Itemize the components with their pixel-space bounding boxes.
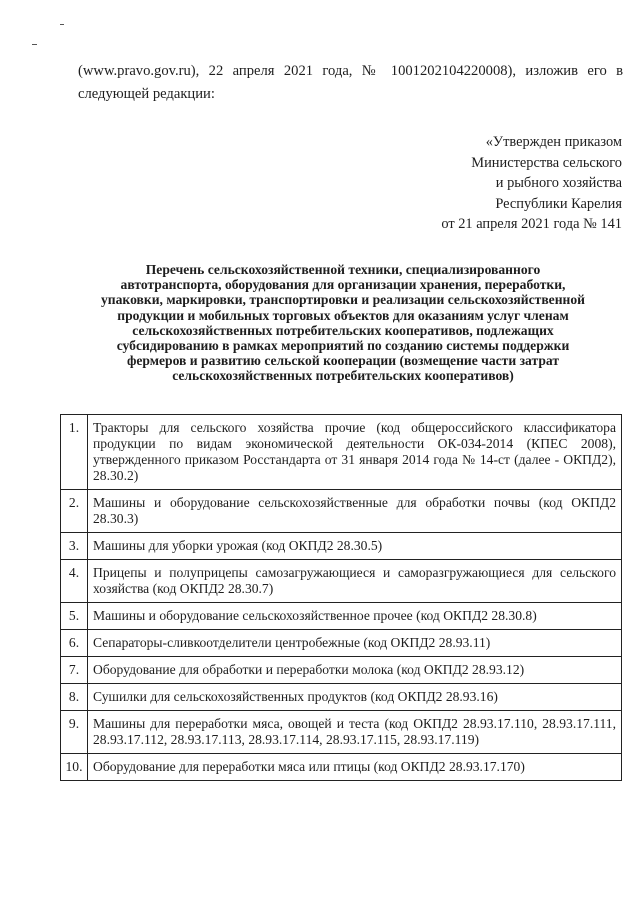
item-description: Сушилки для сельскохозяйственных продуктов (код ОКПД2 28.93.16) [88, 684, 622, 711]
title-line: сельскохозяйственных потребительских кооперативов) [172, 368, 514, 384]
item-number: 10. [61, 754, 88, 781]
document-title [56, 262, 630, 384]
item-description: Машины и оборудование сельскохозяйственные для обработки почвы (код ОКПД2 28.30.3) [88, 490, 622, 533]
title-line: продукции и мобильных торговых объектов для оказаниям услуг членам [117, 307, 569, 323]
scan-artifact-mark [60, 24, 64, 25]
title-line: автотранспорта, оборудования для организации хранения, переработки, [120, 277, 566, 293]
item-number: 5. [61, 603, 88, 630]
title-line: субсидированию в рамках мероприятий по созданию системы поддержки [116, 338, 570, 354]
item-number: 6. [61, 630, 88, 657]
item-description: Прицепы и полуприцепы самозагружающиеся и саморазгружающиеся для сельского хозяйства (код ОКПД2 28.30.7) [88, 560, 622, 603]
approval-block [441, 132, 622, 235]
item-description: Машины для переработки мяса, овощей и теста (код ОКПД2 28.93.17.110, 28.93.17.111, 28.93.17.112, 28.93.17.113, 28.93.17.114, 28.93.17.115, 28.93.17.119) [88, 711, 622, 754]
item-number: 4. [61, 560, 88, 603]
item-number: 1. [61, 415, 88, 490]
table-row [61, 490, 622, 533]
item-number: 7. [61, 657, 88, 684]
title-line: фермеров и развитию сельской кооперации (возмещение части затрат [126, 353, 560, 369]
table-row [61, 754, 622, 781]
item-number: 9. [61, 711, 88, 754]
item-description: Сепараторы-сливкоотделители центробежные (код ОКПД2 28.93.11) [88, 630, 622, 657]
item-description: Машины и оборудование сельскохозяйственное прочее (код ОКПД2 28.30.8) [88, 603, 622, 630]
scan-artifact-mark [32, 44, 37, 45]
item-number: 8. [61, 684, 88, 711]
table-row [61, 630, 622, 657]
table-row [61, 603, 622, 630]
item-description: Оборудование для обработки и переработки молока (код ОКПД2 28.93.12) [88, 657, 622, 684]
title-line: сельскохозяйственных потребительских кооперативов, подлежащих [132, 322, 554, 338]
equipment-list-table [60, 414, 622, 781]
intro-paragraph: (www.pravo.gov.ru), 22 апреля 2021 года, № 1001202104220008), изложив его в следующей редакции: [78, 63, 623, 102]
approval-line: «Утвержден приказом [485, 134, 622, 150]
item-description: Тракторы для сельского хозяйства прочие (код общероссийского классификатора продукции по видам экономической деятельности ОК-034-2014 (КПЕС 2008), утвержденного приказом Росстандарта от 31 января 2014 года № 14-ст (далее - ОКПД2), 28.30.2) [88, 415, 622, 490]
item-description: Оборудование для переработки мяса или птицы (код ОКПД2 28.93.17.170) [88, 754, 622, 781]
item-number: 3. [61, 533, 88, 560]
table-row [61, 560, 622, 603]
table-row [61, 657, 622, 684]
title-line: упаковки, маркировки, транспортировки и реализации сельскохозяйственной [100, 292, 585, 308]
approval-line: Республики Карелия [495, 195, 622, 212]
item-number: 2. [61, 490, 88, 533]
table-row [61, 711, 622, 754]
approval-line: и рыбного хозяйства [495, 175, 622, 191]
item-description: Машины для уборки урожая (код ОКПД2 28.30.5) [88, 533, 622, 560]
table-row [61, 415, 622, 490]
approval-line: Министерства сельского [471, 154, 622, 171]
table-row [61, 684, 622, 711]
approval-line: от 21 апреля 2021 года № 141 [441, 216, 622, 232]
title-line: Перечень сельскохозяйственной техники, специализированного [145, 262, 541, 277]
table-row [61, 533, 622, 560]
